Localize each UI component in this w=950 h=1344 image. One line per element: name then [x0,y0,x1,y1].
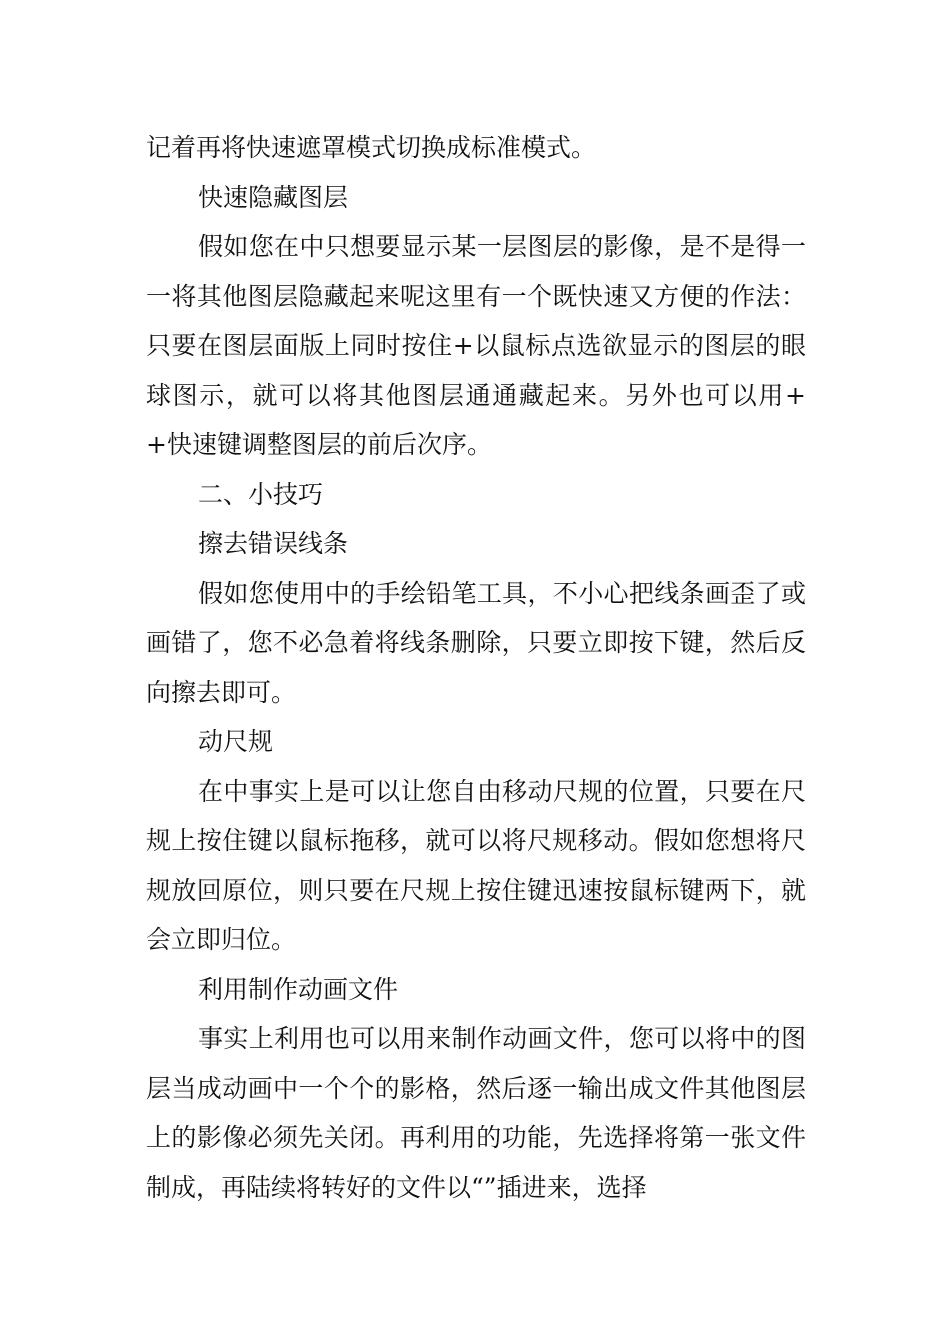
heading-section-tips: 二、小技巧 [198,479,324,509]
heading-erase-lines: 擦去错误线条 [198,529,349,558]
paragraph-hide-layers: 假如您在中只想要显示某一层图层的影像，是不是得一一将其他图层隐藏起来呢这里有一个既快速又方便的作法：只要在图层面版上同时按住+以鼠标点选欲显示的图层的眼球图示，就可以将其他图层通通藏起来。另外也可以用++快速键调整图层的前后次序。 [146,232,806,459]
paragraph-animation-file: 事实上利用也可以用来制作动画文件，您可以将中的图层当成动画中一个个的影格，然后逐一输出成文件其他图层上的影像必须先关闭。再利用的功能，先选择将第一张文件制成，再陆续将转好的文件以“”插进来，选择 [146,1024,806,1202]
heading-hide-layers: 快速隐藏图层 [198,182,349,212]
heading-move-ruler: 动尺规 [198,727,274,756]
document-body [146,123,806,1212]
paragraph-move-ruler: 在中事实上是可以让您自由移动尺规的位置，只要在尺规上按住键以鼠标拖移，就可以将尺规移动。假如您想将尺规放回原位，则只要在尺规上按住键迅速按鼠标键两下，就会立即归位。 [146,776,806,954]
paragraph-continuation: 记着再将快速遮罩模式切换成标准模式。 [146,133,597,162]
paragraph-erase-lines: 假如您使用中的手绘铅笔工具，不小心把线条画歪了或画错了，您不必急着将线条删除，只要立即按下键，然后反向擦去即可。 [146,578,806,707]
heading-animation-file: 利用制作动画文件 [198,974,399,1004]
